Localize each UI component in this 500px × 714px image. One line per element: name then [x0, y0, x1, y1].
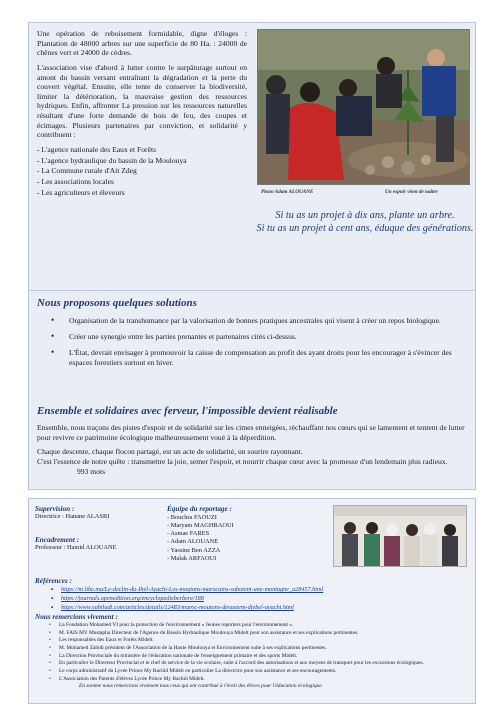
team-member: - Asmae FARES: [167, 530, 210, 538]
team-photo: [333, 505, 467, 567]
solidarity-text: [37, 423, 469, 477]
team-member: - Maryam MAGHRAOUI: [167, 522, 234, 530]
solidarity-paragraph: C'est l'essence de notre quête : transmettre la joie, semer l'espoir, et nourrir chaque cœur avec la promesse d'un lendemain plus radieux.: [37, 457, 448, 467]
partner-item: - La Commune rurale d'Ait Zdeg: [37, 166, 137, 176]
team-block: [167, 505, 327, 563]
partner-item: - L'agence nationale des Eaux et Forêts: [37, 145, 157, 155]
thanks-label: Nous remercions vivement :: [35, 612, 118, 621]
quote-line: Si tu as un projet à dix ans, plante un arbre.: [275, 210, 455, 221]
closing-note: En somme nous remercions vivement tous ceux qui ont contribué à l'éveil des élèves pour l'éducation écologique.: [79, 683, 323, 690]
partner-list: [37, 145, 247, 198]
association-paragraph: L'association vise d'abord à lutter contre le surpâturage surtout en amont du bassin versant entraînant la dégradation et la perte du couvert végétal. Ensuite, elle tente de conserver la biodiversité, limiter la détérioration, la mauvaise gestion des ressources hydriques. Enfin, affronter La pression sur les ressources naturelles résultant d'une forte demande de bois de feu, des coupes et écimages. Plusieurs partenaires par conviction, et solidarité y contribuent :: [37, 62, 247, 140]
references-list: [51, 586, 471, 613]
thanks-item: • La Fondation Mohamed VI pour la protection de l'environnement « Jeunes reporters pour l'environnement ».: [47, 622, 471, 630]
team-member: - Malak ARFAOUI: [167, 554, 217, 562]
partner-item: - Les associations locales: [37, 176, 114, 186]
encadrement-block: [35, 536, 165, 552]
thanks-item: • Les responsables des Eaux et Forêts Midelt.: [47, 637, 471, 645]
tree-planting-photo: [257, 29, 470, 185]
team-list: [167, 514, 327, 563]
solutions-heading: Nous proposons quelques solutions: [37, 297, 197, 309]
supervision-text: Directrice : Hanane ALASRI: [35, 513, 110, 520]
proposal-item: • L'État, devrait envisager à promouvoir la caisse de compensation au profit des ayant droits pour les encourager à s'évincer des espaces forestiers surtout en hiver.: [51, 348, 463, 368]
solidarity-heading: Ensemble et solidaires avec ferveur, l'impossible devient réalisable: [37, 405, 338, 417]
encadrement-text: Professeur : Hamid ALOUANE: [35, 544, 117, 551]
photo-credit: Photo Adam ALOUANE: [261, 189, 314, 195]
intro-text-column: [37, 29, 247, 198]
partner-item: - L'agence hydraulique du bassin de la Moulouya: [37, 155, 187, 165]
reference-link[interactable]: ▪ https://journals.openedition.org/encyclopedieberbere/188: [51, 595, 471, 604]
supervision-label: Supervision :: [35, 505, 75, 513]
credits-section: [28, 498, 476, 704]
document-page: [28, 14, 476, 704]
proposal-item: • Créer une synergie entre les parties prenantes et partenaires cités ci-dessus.: [51, 332, 463, 342]
reference-link[interactable]: ▪ https://www.yabiladi.com/articles/details/12483/maroc-moutons-devastent-djebel-ayachi.html: [51, 604, 471, 613]
team-photo-illustration: [334, 506, 467, 567]
photo-caption-text: Un espoir vient de naître: [385, 189, 438, 195]
solutions-section: [28, 290, 476, 490]
supervision-block: [35, 505, 165, 521]
solidarity-paragraph: Chaque descente, chaque flocon partagé, est un acte de solidarité, un sourire rayonnant.: [37, 447, 303, 457]
intro-paragraph: Une opération de reboisement formidable, digne d'éloges : Plantation de 48000 arbres sur une superficie de 80 Ha. : 24000 de chênes vert et 24000 de cèdres.: [37, 29, 247, 58]
proposal-item: • Organisation de la transhumance par la valorisation de bonnes pratiques ancestrales qui visent à créer un repos biologique.: [51, 316, 463, 326]
reference-link[interactable]: ▪ https://m.lihe.ma/Le-declin-du-Ihel-Ayachi-Les-moutons-marocains-sabotent-une-montagne_a28457.html: [51, 586, 471, 595]
encadrement-label: Encadrement :: [35, 536, 80, 544]
quote-line: Si tu as un projet à cent ans, éduque des générations.: [256, 223, 474, 235]
thanks-item: • Le corps administratif du Lycée Prince My Rachid Midelt en particulier La directrice pour son assistance et ses encouragements.: [47, 668, 471, 676]
team-member: - Yassine Ben AZZA: [167, 546, 221, 554]
thanks-item: • L'Association des Parents d'élèves Lycée Prince My Rachid Midelt.: [47, 676, 471, 684]
intro-section: [28, 22, 476, 292]
quote: [255, 209, 475, 236]
thanks-item: • La Direction Provinciale du ministère de l'éducation nationale de l'enseignement primaire et des sports Midelt.: [47, 653, 471, 661]
thanks-item: • En particulier le Directeur Provincial et le chef de service de la vie scolaire, suite à l'accord des autorisations et aux moyens de transport pour les excursions écologiques.: [47, 660, 471, 668]
thanks-list: [47, 622, 471, 683]
proposals-list: [51, 316, 463, 373]
thanks-item: • M. FAIS MY Mustapha Directeur de l'Agence du Bassin Hydraulique Moulouya Midelt pour son assistance et ses explications pertinentes.: [47, 630, 471, 638]
references-label: Références :: [35, 577, 72, 585]
team-member: - Bouchra FAOUZI: [167, 514, 217, 521]
team-label: Équipe du reportage :: [167, 505, 232, 513]
partner-item: - Les agriculteurs et éleveurs: [37, 187, 125, 197]
references-block: [35, 577, 471, 691]
team-member: - Adam ALOUANE: [167, 538, 219, 546]
word-count: 993 mots: [77, 467, 106, 477]
photo-illustration: [258, 30, 470, 185]
solidarity-closing: [37, 457, 469, 477]
thanks-item: • M. Mohamed Zahidi président de l'Association de la Haute Moulouya et Environnement suite à ses explications pertinentes.: [47, 645, 471, 653]
solidarity-paragraph: Ensemble, nous traçons des pistes d'espoir et de solidarité sur les cimes enneigées, réchauffant nos cœurs qui se lamentent et tentent de lutter pour revivre ce patrimoine écologique malheureusement voué à la déperdition.: [37, 423, 465, 443]
